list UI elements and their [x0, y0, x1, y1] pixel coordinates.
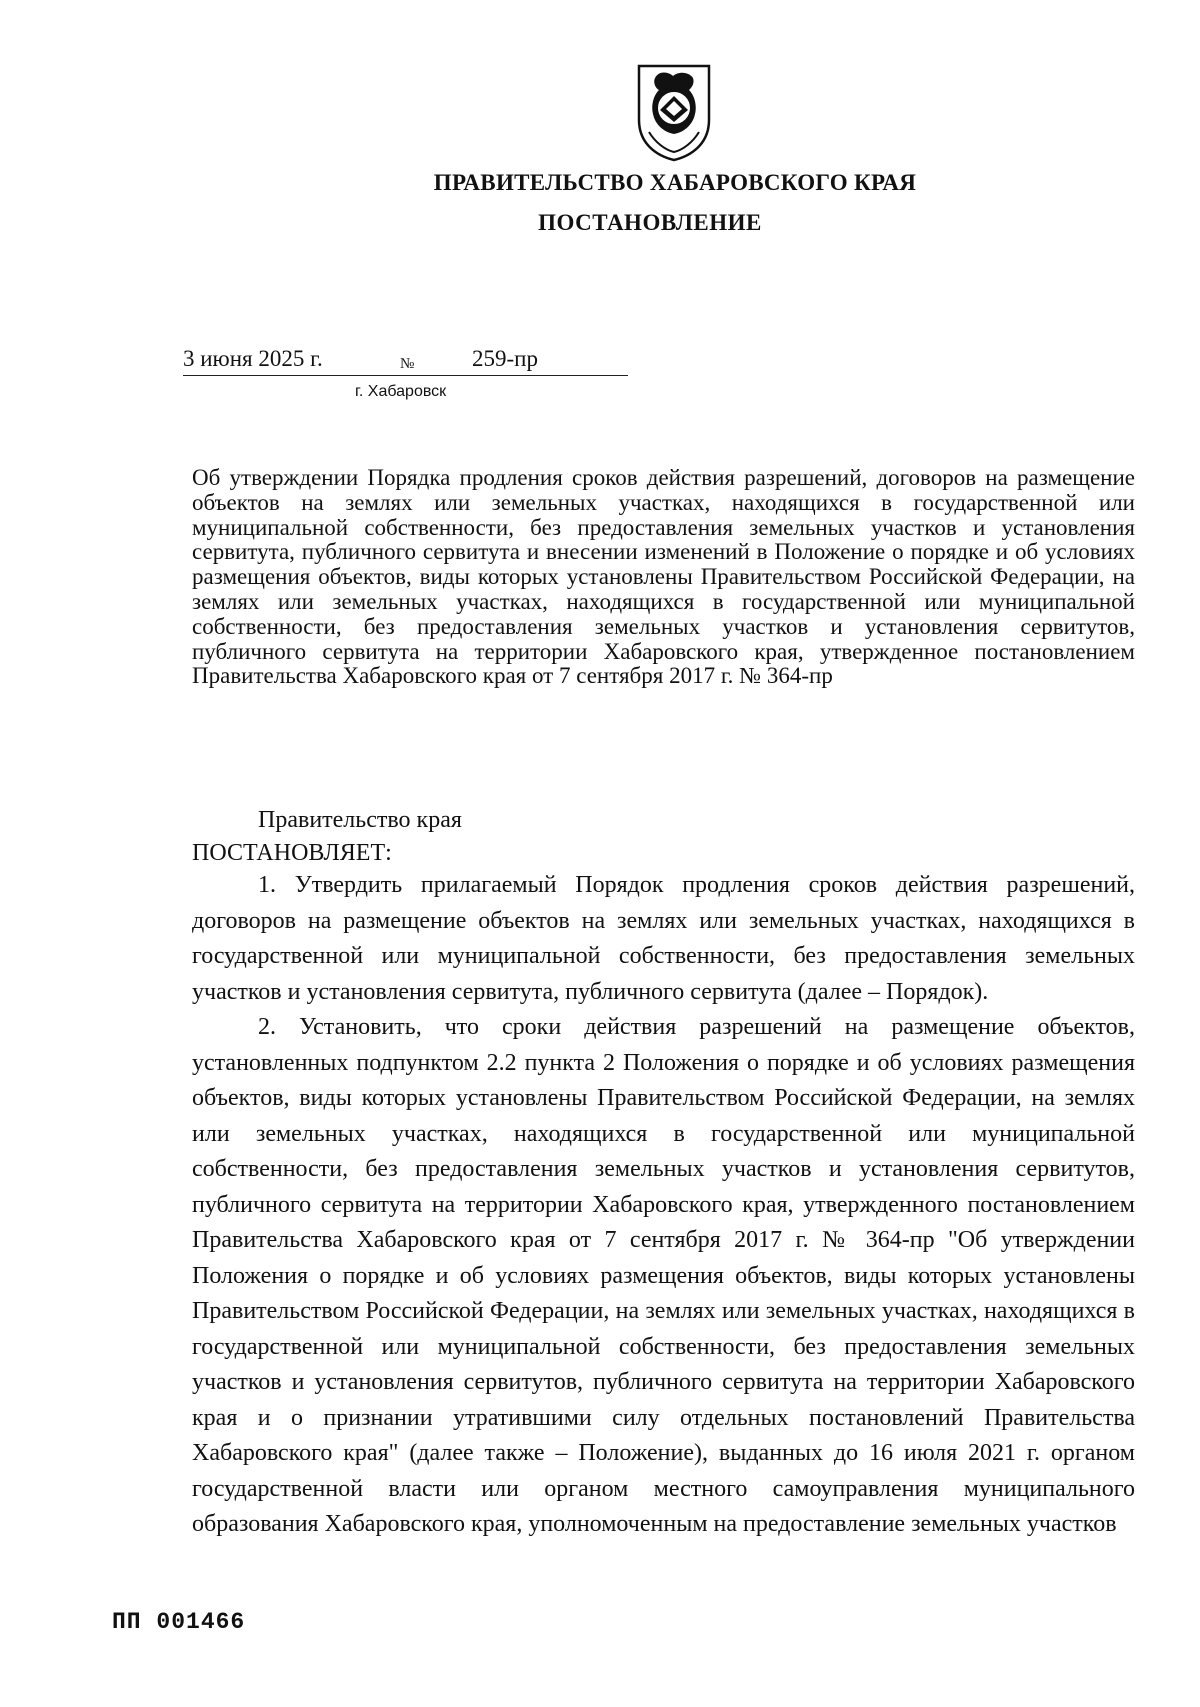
organization-title: ПРАВИТЕЛЬСТВО ХАБАРОВСКОГО КРАЯ	[433, 170, 917, 195]
paragraph-1: 1. Утвердить прилагаемый Порядок продления сроков действия разрешений, договоров на размещение объектов на землях или земельных участках, находящихся в государственной или муниципальной собственности, без предоставления земельных участков и установления сервитута, публичного сервитута (далее – Порядок).	[192, 872, 1135, 1005]
document-subject: Об утверждении Порядка продления сроков действия разрешений, договоров на размещение объектов на землях или земельных участках, находящихся в государственной или муниципальной собственности, без предоставления земельных участков и установления сервитута, публичного сервитута и внесении изменений в Положение о порядке и об условиях размещения объектов, виды которых установлены Правительством Российской Федерации, на землях или земельных участках, находящихся в государственной или муниципальной собственности, без предоставления земельных участков и установления сервитутов, публичного сервитута на территории Хабаровского края, утвержденное постановлением Правительства Хабаровского края от 7 сентября 2017 г. № 364-пр	[192, 465, 1135, 689]
coat-of-arms-icon	[633, 62, 715, 162]
serial-number: ПП 001466	[112, 1609, 246, 1635]
preamble-decree: ПОСТАНОВЛЯЕТ:	[192, 840, 392, 866]
preamble-government: Правительство края	[258, 807, 462, 833]
document-type-title: ПОСТАНОВЛЕНИЕ	[538, 210, 762, 235]
document-date: 3 июня 2025 г.	[183, 346, 323, 371]
date-number-underline	[183, 375, 628, 376]
document-number: 259-пр	[472, 346, 538, 371]
document-body	[192, 868, 1135, 1543]
document-city: г. Хабаровск	[355, 383, 447, 400]
paragraph-2: 2. Установить, что сроки действия разрешений на размещение объектов, установленных подпунктом 2.2 пункта 2 Положения о порядке и об условиях размещения объектов, виды которых установлены Правительством Российской Федерации, на землях или земельных участках, находящихся в государственной или муниципальной собственности, без предоставления земельных участков и установления сервитутов, публичного сервитута на территории Хабаровского края, утвержденного постановлением Правительства Хабаровского края от 7 сентября 2017 г. № 364-пр "Об утверждении Положения о порядке и об условиях размещения объектов, виды которых установлены Правительством Российской Федерации, на землях или земельных участках, находящихся в государственной или муниципальной собственности, без предоставления земельных участков и установления сервитутов, публичного сервитута на территории Хабаровского края и о признании утратившими силу отдельных постановлений Правительства Хабаровского края" (далее также – Положение), выданных до 16 июля 2021 г. органом государственной власти или органом местного самоуправления муниципального образования Хабаровского края, уполномоченным на предоставление земельных участков	[192, 1014, 1135, 1537]
number-sign: №	[400, 356, 415, 372]
